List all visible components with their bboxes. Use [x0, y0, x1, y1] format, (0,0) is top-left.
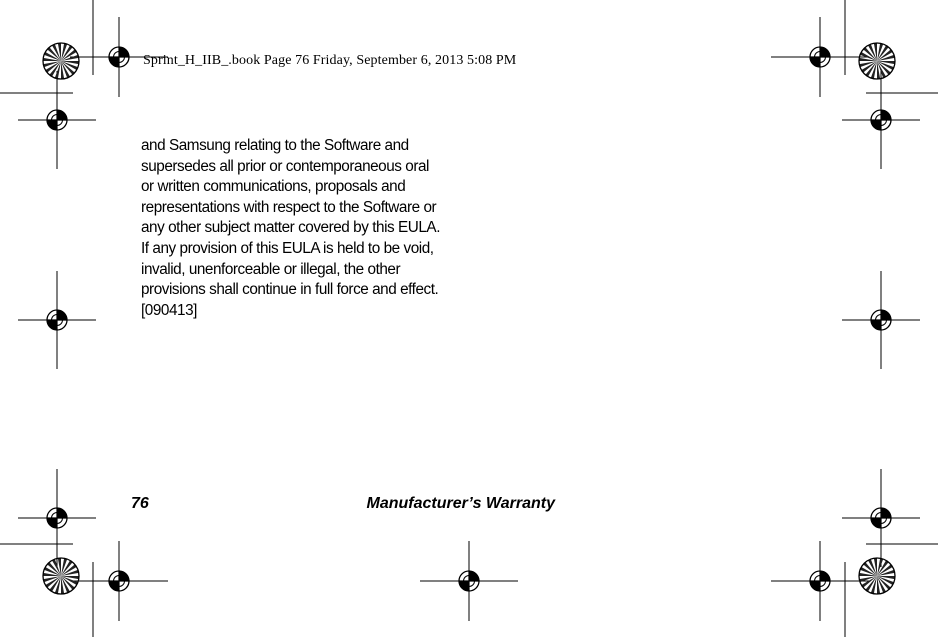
body-line: provisions shall continue in full force and effect. [141, 281, 439, 299]
registration-target [842, 71, 920, 169]
star-target [859, 558, 895, 594]
body-line: invalid, unenforceable or illegal, the other [141, 260, 401, 278]
registration-target [18, 271, 96, 369]
eula-paragraph [141, 136, 461, 321]
registration-target [420, 541, 518, 621]
registration-target [18, 469, 96, 567]
page-number: 76 [131, 495, 149, 512]
book-slug-line: Sprint_H_IIB_.book Page 76 Friday, September 6, 2013 5:08 PM [143, 53, 517, 68]
section-title: Manufacturer’s Warranty [366, 495, 555, 512]
body-line: any other subject matter covered by this EULA. [141, 219, 440, 237]
body-line: supersedes all prior or contemporaneous oral [141, 157, 430, 175]
registration-target [771, 17, 869, 97]
body-line: and Samsung relating to the Software and [141, 137, 409, 154]
star-target [43, 558, 79, 594]
registration-target [771, 541, 869, 621]
body-line: If any provision of this EULA is held to be void, [141, 239, 434, 257]
body-line: [090413] [141, 301, 197, 319]
star-target [859, 43, 895, 79]
registration-target [842, 271, 920, 369]
body-line: representations with respect to the Software or [141, 198, 437, 216]
body-line: or written communications, proposals and [141, 178, 406, 196]
star-target [43, 43, 79, 79]
registration-target [70, 541, 168, 621]
registration-target [18, 71, 96, 169]
registration-target [842, 469, 920, 567]
